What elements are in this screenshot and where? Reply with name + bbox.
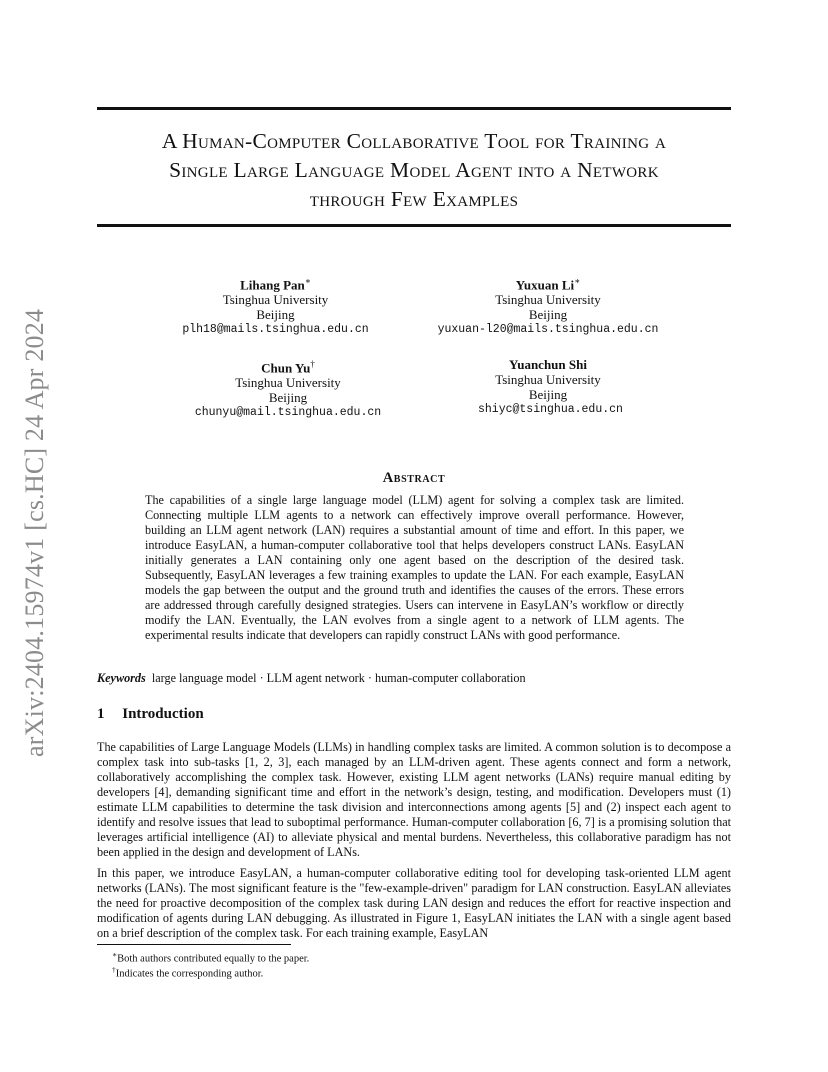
body-paragraph: The capabilities of Large Language Models (LLMs) in handling complex tasks are limited. A common solution is to decompose a complex task into sub-tasks [1, 2, 3], each managed by an LLM-driven agent. These agents connect and form a network, collaboratively accomplishing the complex task. However, existing LLM agent networks (LANs) require manual editing by developers [4], demanding significant time and effort in the network’s design, testing, and modification. Developers must (1) estimate LLM capabilities to determine the task division and interconnections among agents [5] and (2) inspect each agent to identify and resolve issues that lead to suboptimal performance. Human-computer collaboration [6, 7] is a promising solution that leverages artificial intelligence (AI) to alleviate physical and mental burdens. Nevertheless, this collaborative paradigm has not been applied in the design and development of LANs. — [97, 740, 731, 859]
author-email[interactable]: plh18@mails.tsinghua.edu.cn — [182, 323, 369, 337]
author-affiliation: Tsinghua University — [495, 292, 601, 308]
author-affiliation: Tsinghua University — [222, 292, 329, 308]
equal-contribution-mark: ∗ — [304, 276, 311, 286]
author-block — [163, 274, 388, 337]
title-line-2: Single Large Language Model Agent into a Network — [169, 158, 659, 182]
author-name: Yuanchun Shi — [509, 357, 587, 372]
body-paragraph: In this paper, we introduce EasyLAN, a human-computer collaborative editing tool for developing task-oriented LLM agent networks (LANs). The most significant feature is the "few-example-driven" paradigm for LAN construction. EasyLAN alleviates the need for proactive decomposition of the complex task during LAN design and reduces the effort for reactive inspection and modification of agents during LAN debugging. As illustrated in Figure 1, EasyLAN initiates the LAN with a single agent based on a brief description of the complex task. For each training example, EasyLAN — [97, 866, 731, 940]
title-line-3: through Few Examples — [309, 187, 519, 211]
author-block — [433, 274, 663, 337]
author-name: Chun Yu† — [261, 359, 315, 376]
footnote-mark: † — [112, 965, 116, 974]
author-affiliation: Tsinghua University — [235, 375, 341, 391]
author-email[interactable]: chunyu@mail.tsinghua.edu.cn — [194, 406, 382, 420]
title-line-1: A Human-Computer Collaborative Tool for Training a — [161, 129, 667, 153]
section-title: Introduction — [122, 706, 204, 722]
author-name: Lihang Pan∗ — [240, 276, 311, 293]
author-affiliation: Tsinghua University — [495, 372, 601, 387]
paper-title — [97, 127, 731, 214]
section-heading — [97, 706, 204, 723]
corresponding-author-mark: † — [310, 359, 315, 369]
footnote-rule — [97, 944, 291, 945]
abstract-heading: Abstract — [382, 470, 446, 486]
keywords-text: large language model · LLM agent network · human-computer collaboration — [151, 671, 526, 685]
author-city: Beijing — [528, 307, 568, 323]
footnote-mark: ∗ — [112, 950, 118, 959]
title-bottom-rule — [97, 224, 731, 227]
author-city: Beijing — [528, 387, 568, 402]
author-city: Beijing — [268, 390, 308, 406]
abstract-text: The capabilities of a single large language model (LLM) agent for solving a complex task are limited. Connecting multiple LLM agents to a network can effectively improve overall performance. However, building an LLM agent network (LAN) requires a substantial amount of time and effort. In this paper, we introduce EasyLAN, a human-computer collaborative tool that helps developers construct LANs. EasyLAN initially generates a LAN containing only one agent based on the description of the desired task. Subsequently, EasyLAN leverages a few training examples to update the LAN. For each example, EasyLAN models the gap between the output and the ground truth and identifies the causes of the errors. These errors are addressed through carefully designed strategies. Users can intervene in EasyLAN’s workflow or directly modify the LAN. Eventually, the LAN evolves from a single agent to a network of LLM agents. The experimental results indicate that developers can rapidly construct LANs with good performance. — [145, 493, 684, 642]
author-email[interactable]: shiyc@tsinghua.edu.cn — [478, 403, 623, 416]
equal-contribution-mark: ∗ — [574, 276, 581, 286]
author-name: Yuxuan Li∗ — [515, 276, 581, 293]
keywords-line — [97, 671, 731, 686]
author-block — [183, 357, 393, 420]
footnote — [112, 963, 263, 981]
keywords-label: Keywords — [97, 671, 146, 685]
footnote-text: Both authors contributed equally to the paper. — [117, 953, 310, 965]
author-email[interactable]: yuxuan-l20@mails.tsinghua.edu.cn — [437, 323, 659, 337]
author-city: Beijing — [256, 307, 295, 323]
title-top-rule — [97, 107, 731, 110]
author-block — [478, 357, 623, 417]
arxiv-identifier-stamp: arXiv:2404.15974v1 [cs.HC] 24 Apr 2024 — [20, 308, 49, 757]
section-number: 1 — [97, 706, 105, 722]
footnote-text: Indicates the corresponding author. — [115, 968, 264, 980]
